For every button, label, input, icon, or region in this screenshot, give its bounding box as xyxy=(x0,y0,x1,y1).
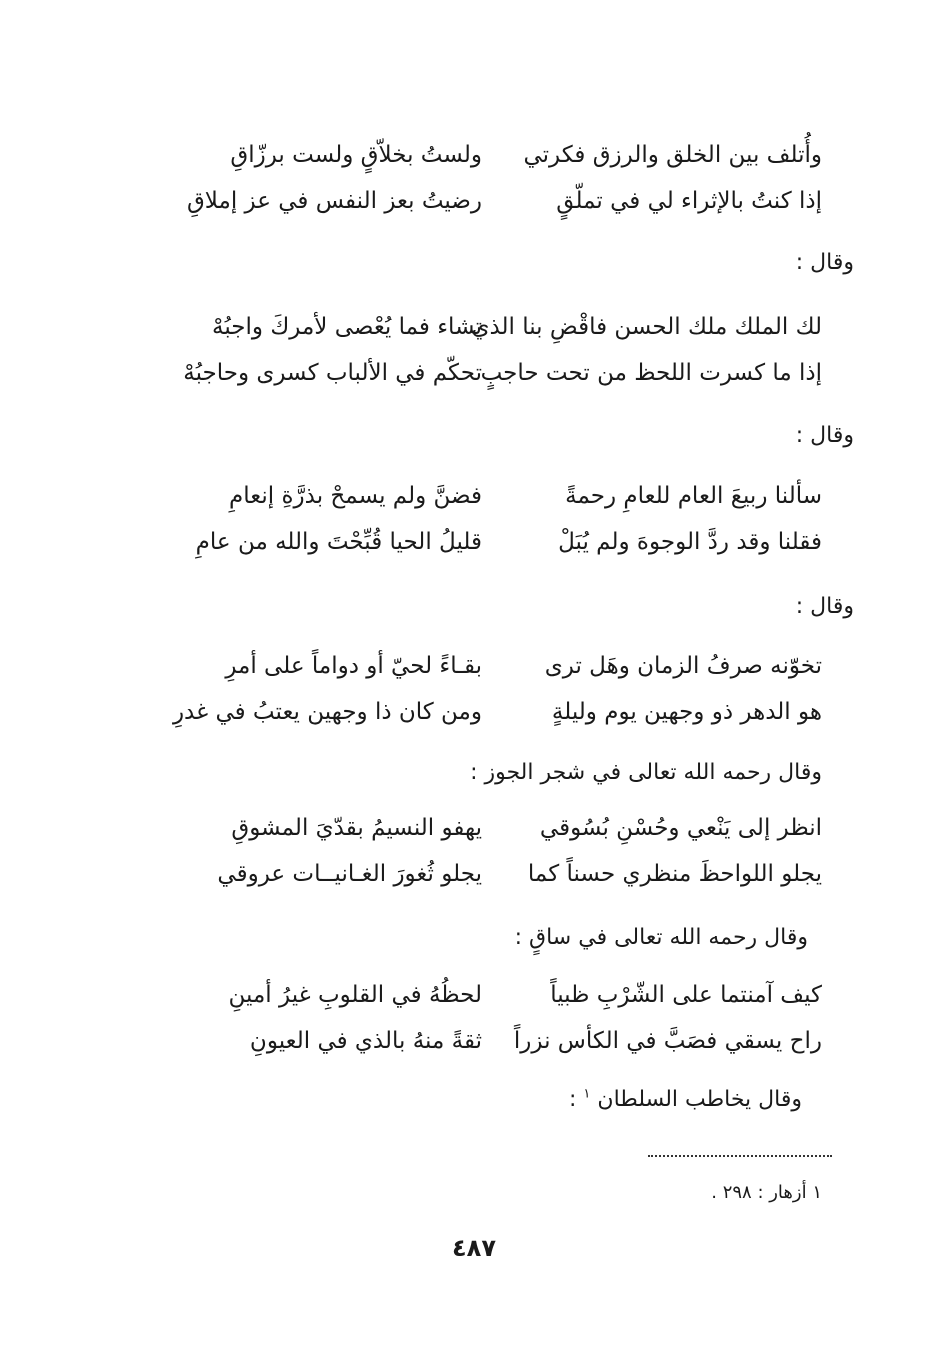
first-hemistich: سألنا ربيعَ العام للعامِ رحمةً xyxy=(565,483,822,509)
verse xyxy=(172,852,822,896)
verse xyxy=(172,133,822,177)
poem-intro: وقال رحمه الله تعالى في شجر الجوز : xyxy=(470,760,822,785)
closing-colon: : xyxy=(569,1087,577,1112)
verse xyxy=(172,351,822,395)
poem-3 xyxy=(172,474,822,555)
poem-2 xyxy=(172,305,822,386)
second-hemistich: ومن كان ذا وجهين يعتبُ في غدرِ xyxy=(172,699,482,725)
poem-1 xyxy=(172,133,822,214)
footnote-mark: ١ xyxy=(812,1182,822,1203)
first-hemistich: تخوّنه صرفُ الزمان وهَل ترى xyxy=(544,653,822,679)
verse xyxy=(172,179,822,223)
first-hemistich: كيف آمنتما على الشّرْبِ ظبياً xyxy=(550,982,822,1008)
closing-intro xyxy=(102,1080,802,1120)
second-hemistich: قليلُ الحيا قُبِّحْتَ والله من عامِ xyxy=(195,529,482,555)
page-number: ٤٨٧ xyxy=(452,1234,496,1262)
verse xyxy=(172,690,822,734)
poem-intro: وقال : xyxy=(795,423,854,448)
first-hemistich: يجلو اللواحظَ منظري حسناً كما xyxy=(527,861,822,887)
first-hemistich: لك الملك ملك الحسن فاقْضِ بنا الذي xyxy=(471,314,822,340)
second-hemistich: بقـاءً لحيّ أو دواماً على أمرِ xyxy=(225,653,482,679)
poem-intro: وقال رحمه الله تعالى في ساقٍ : xyxy=(514,925,808,950)
first-hemistich: فقلنا وقد ردَّ الوجوهَ ولم يُبَلْ xyxy=(558,529,822,555)
first-hemistich: إذا ما كسرت اللحظ من تحت حاجبٍ xyxy=(480,360,822,386)
second-hemistich: تحكّم في الألباب كسرى وحاجبُهْ xyxy=(183,360,482,386)
poem-5 xyxy=(172,806,822,887)
poem-4 xyxy=(172,644,822,725)
first-hemistich: راح يسقي فصَبَّ في الكأس نزراً xyxy=(513,1028,822,1054)
footnote-reference-mark: ١ xyxy=(583,1086,591,1102)
poem-intro: وقال : xyxy=(795,594,854,619)
footnote-separator xyxy=(648,1155,832,1157)
verse xyxy=(172,1019,822,1063)
verse xyxy=(172,973,822,1017)
verse xyxy=(172,305,822,349)
verse xyxy=(172,644,822,688)
verse xyxy=(172,520,822,564)
second-hemistich: لحظُهُ في القلوبِ غيرُ أمينِ xyxy=(228,982,482,1008)
first-hemistich: إذا كنتُ بالإثراء لي في تملّقٍ xyxy=(556,188,822,214)
second-hemistich: ولستُ بخلاّقٍ ولست برزّاقِ xyxy=(230,142,482,168)
second-hemistich: ثقةً منهُ بالذي في العيونِ xyxy=(249,1028,482,1054)
second-hemistich: تشاء فما يُعْصى لأمركَ واجبُهْ xyxy=(212,314,482,340)
second-hemistich: يجلو ثُغورَ الغـانيــات عروقي xyxy=(217,861,482,887)
verse xyxy=(172,806,822,850)
second-hemistich: فضنَّ ولم يسمحْ بذرَّةِ إنعامِ xyxy=(229,483,482,509)
first-hemistich: هو الدهر ذو وجهين يوم وليلةٍ xyxy=(551,699,822,725)
footnote-text: أزهار : ٢٩٨ . xyxy=(711,1182,807,1203)
second-hemistich: رضيتُ بعز النفس في عز إملاقِ xyxy=(186,188,482,214)
second-hemistich: يهفو النسيمُ بقدّيَ المشوقِ xyxy=(231,815,482,841)
poem-intro: وقال : xyxy=(795,250,854,275)
first-hemistich: انظر إلى يَنْعي وحُسْنِ بُسُوقي xyxy=(539,815,822,841)
footnote xyxy=(522,1176,822,1210)
poem-6 xyxy=(172,973,822,1054)
first-hemistich: وأُتلف بين الخلق والرزق فكرتي xyxy=(523,142,822,168)
verse xyxy=(172,474,822,518)
closing-text: وقال يخاطب السلطان xyxy=(597,1087,802,1112)
